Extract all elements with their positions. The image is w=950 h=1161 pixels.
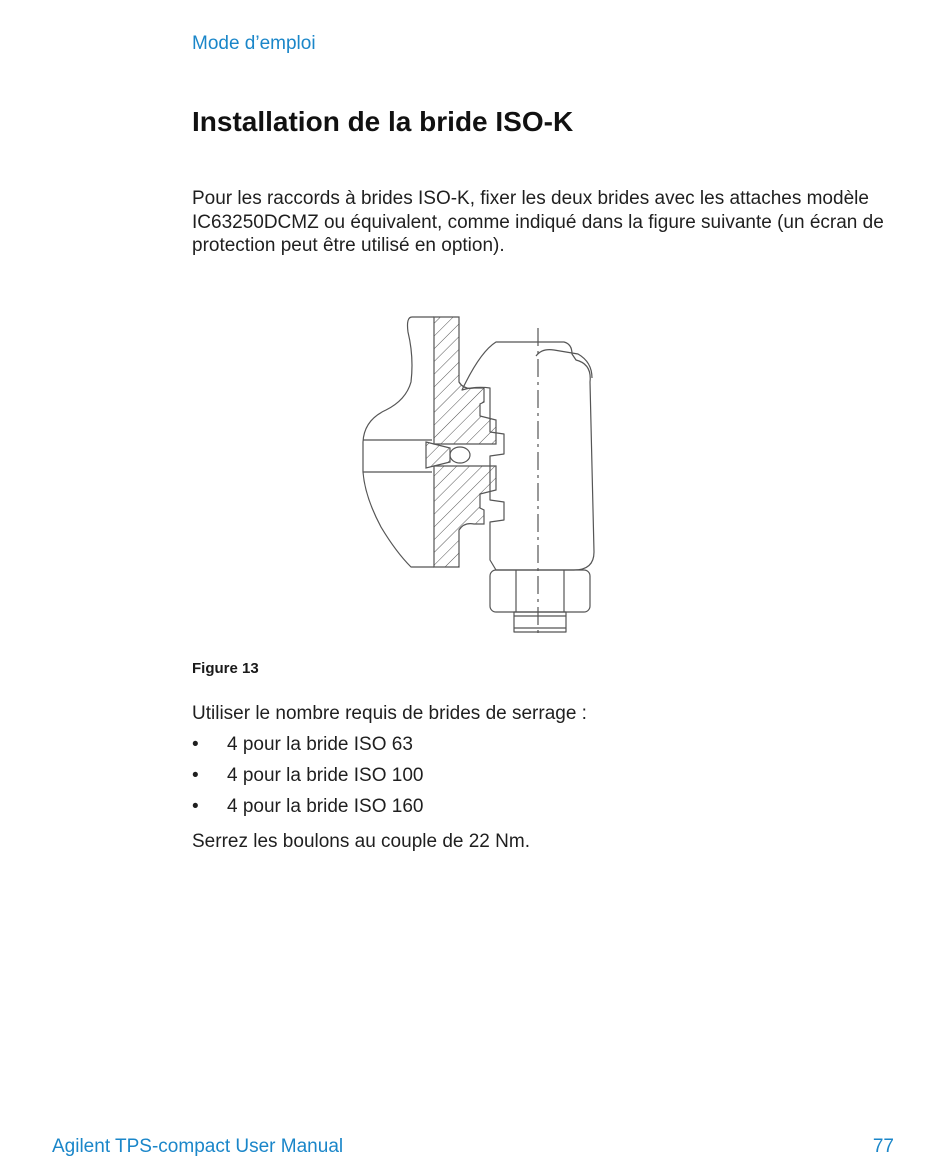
running-header: Mode d’emploi xyxy=(192,33,316,54)
figure-caption: Figure 13 xyxy=(192,660,259,677)
bullet-icon: • xyxy=(192,796,199,817)
figure-13-drawing xyxy=(356,312,600,642)
list-item-text: 4 pour la bride ISO 100 xyxy=(227,765,424,786)
footer-page-number: 77 xyxy=(872,1136,894,1157)
list-item-text: 4 pour la bride ISO 63 xyxy=(227,734,413,755)
flange-clamp-illustration xyxy=(356,312,600,642)
footer-manual-title: Agilent TPS-compact User Manual xyxy=(52,1136,344,1157)
bullet-icon: • xyxy=(192,734,199,755)
intro-paragraph: Pour les raccords à brides ISO-K, fixer les deux brides avec les attaches modèle IC63250DCMZ ou équivalent, comme indiqué dans la figure suivante (un écran de protection peut être utilisé en option). xyxy=(192,188,884,256)
torque-instruction: Serrez les boulons au couple de 22 Nm. xyxy=(192,831,530,852)
page-title: Installation de la bride ISO-K xyxy=(192,106,574,137)
bullet-icon: • xyxy=(192,765,199,786)
list-item-text: 4 pour la bride ISO 160 xyxy=(227,796,424,817)
clamp-count-lead: Utiliser le nombre requis de brides de serrage : xyxy=(192,703,587,724)
